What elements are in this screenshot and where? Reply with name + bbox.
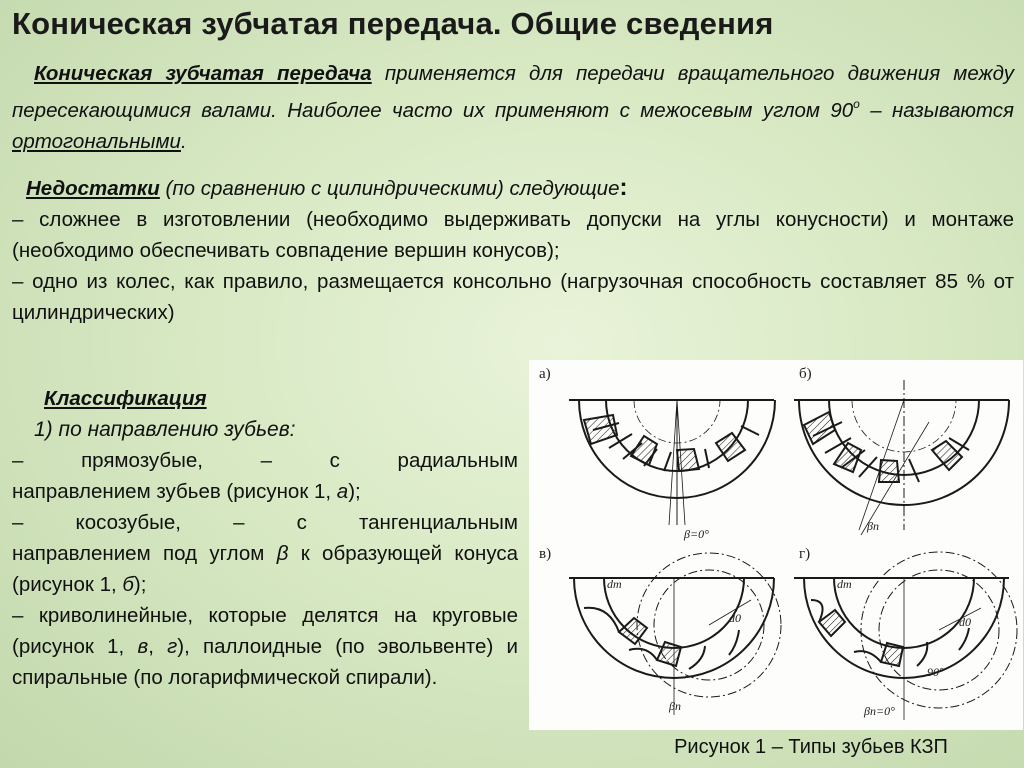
- figure-ref: б: [122, 573, 134, 596]
- figure-note-dm-g: dm: [837, 577, 852, 591]
- class-item-helical-rest: [12, 538, 518, 600]
- word: радиальным: [397, 449, 518, 472]
- intro-text-2: – называются: [859, 99, 1014, 122]
- figure-note-beta-zero: β=0°: [684, 527, 709, 541]
- class-item-straight-line1: [12, 445, 518, 476]
- class-item-straight: [12, 445, 518, 507]
- class-item-straight-rest: [12, 476, 518, 507]
- intro-term-orthogonal: ортогональными: [12, 130, 181, 153]
- intro-degree: о: [853, 97, 860, 111]
- classification-section: [12, 383, 518, 693]
- figure-ref: а: [336, 480, 349, 503]
- figure-drawing: [529, 360, 1023, 730]
- word: –: [12, 449, 24, 472]
- flaws-heading: [12, 172, 1014, 204]
- word: с: [296, 511, 307, 534]
- class-item-helical-line1: [12, 507, 518, 538]
- figure-note-dm-v: dm: [607, 577, 622, 591]
- figure-gear-tooth-types: [529, 360, 1023, 730]
- flaws-item-1: – сложнее в изготовлении (необходимо выдерживать допуски на углы конусности) и монтаже (необходимо обеспечивать совпадение вершин конусов);: [12, 208, 1014, 262]
- text: ), паллоидные (по эвольвенте) и спиральные (по логарифмической спирали).: [12, 635, 518, 689]
- intro-text-1: применяется для передачи вращательного движения между пересекающимися валами. Наиболее часто их применяют с межосевым углом 90: [12, 62, 1014, 122]
- figure-note-ninety: 90°: [927, 665, 944, 679]
- text: – криволинейные, которые делятся на круговые (рисунок 1,: [12, 604, 518, 658]
- figure-label-v: в): [539, 546, 552, 562]
- word: –: [233, 511, 245, 534]
- flaws-section: [12, 172, 1014, 328]
- slide-title: Коническая зубчатая передача. Общие сведения: [12, 6, 774, 41]
- word: тангенциальным: [358, 511, 518, 534]
- text: направлением зубьев (рисунок 1,: [12, 480, 337, 503]
- flaws-item-2: – одно из колес, как правило, размещается консольно (нагрузочная способность составляет 85 % от цилиндрических): [12, 270, 1014, 324]
- figure-note-beta-n-b: βn: [867, 519, 879, 533]
- figure-label-g: г): [799, 546, 811, 562]
- word: –: [260, 449, 272, 472]
- flaws-colon: :: [619, 174, 628, 201]
- text: );: [133, 573, 147, 596]
- figure-note-beta-n-v: βn: [669, 699, 681, 713]
- figure-label-b: б): [799, 366, 812, 382]
- figure-ref: г: [167, 635, 178, 658]
- figure-caption: Рисунок 1 – Типы зубьев КЗП: [674, 736, 948, 758]
- figure-note-d0-v: d0: [729, 611, 741, 625]
- figure-note-d0-g: d0: [959, 615, 971, 629]
- intro-end: .: [180, 130, 187, 153]
- flaws-title: Недостатки: [26, 177, 160, 200]
- figure-ref: в: [137, 635, 149, 658]
- intro-term: Коническая зубчатая передача: [34, 62, 372, 85]
- figure-label-a: а): [539, 366, 551, 382]
- beta-symbol: β: [276, 542, 289, 565]
- figure-note-beta-n-zero: βn=0°: [864, 704, 895, 718]
- word: прямозубые,: [81, 449, 203, 472]
- classification-title: Классификация: [44, 387, 207, 410]
- class-item-helical: [12, 507, 518, 600]
- word: косозубые,: [75, 511, 181, 534]
- intro-paragraph: [12, 58, 1014, 157]
- flaws-heading-rest: (по сравнению с цилиндрическими) следующие: [159, 177, 620, 200]
- class-item-curved: [12, 600, 518, 693]
- text: );: [348, 480, 361, 503]
- word: –: [12, 511, 24, 534]
- text: к образующей конуса (рисунок 1,: [12, 542, 518, 596]
- text: направлением под углом: [12, 542, 277, 565]
- word: с: [329, 449, 340, 472]
- text: ,: [148, 635, 168, 658]
- classification-subtitle: 1) по направлению зубьев:: [34, 418, 296, 441]
